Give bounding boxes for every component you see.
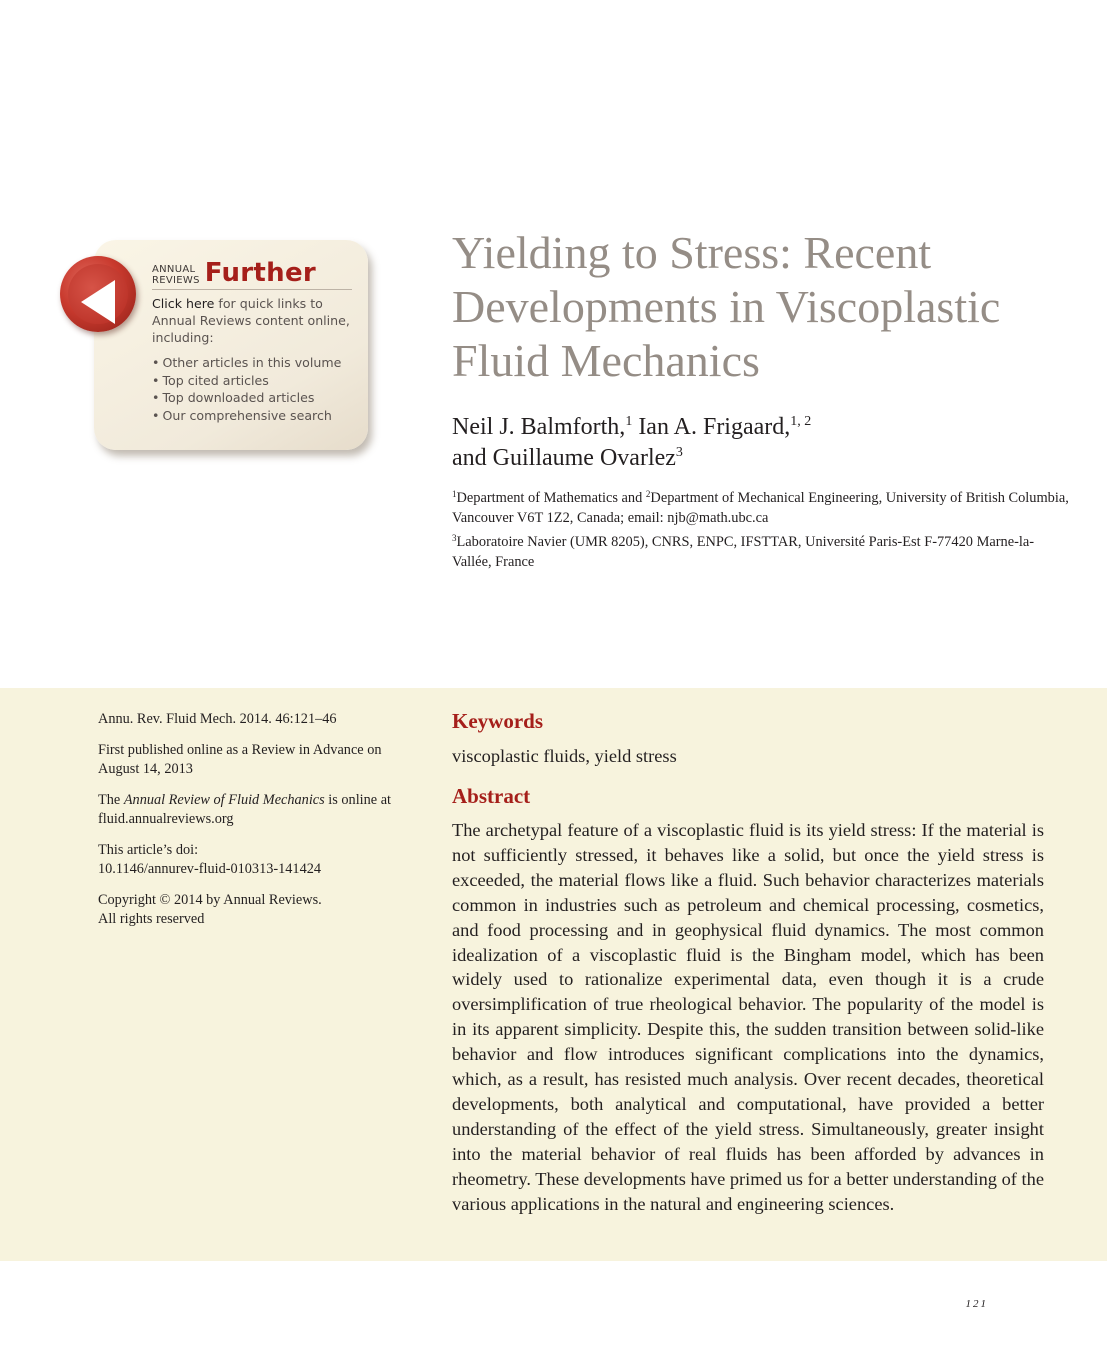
abstract-text: The archetypal feature of a viscoplastic fluid is its yield stress: If the material is not sufficiently stressed, it behaves like a solid, but once the yield stress is exceeded, the material flows like a fluid. Such behavior characterizes materials common in industries such as petroleum and chemical processing, cosmetics, and food processing and in geophysical fluid dynamics. The most common idealization of a viscoplastic fluid is the Bingham model, which has been widely used to rationalize experimental data, even though it is a crude oversimplification of true rheological behavior. The popularity of the model is in its apparent simplicity. Despite this, the sudden transition between solid-like behavior and flow introduces significant complications into the dynamics, which, as a result, has resisted much analysis. Over recent decades, theoretical developments, both analytical and computational, have provided a better understanding of the effect of the yield stress. Simultaneously, greater insight into the material behavior of real fluids has been afforded by advances in rheometry. These developments have primed us for a better understanding of the various applications in the natural and engineering sciences. (452, 820, 1044, 1214)
affiliations (452, 489, 1072, 577)
click-here-link[interactable]: Click here (152, 296, 215, 311)
author-1-sup: 1 (625, 414, 633, 429)
back-arrow-icon[interactable] (60, 256, 136, 332)
keywords: viscoplastic fluids, yield stress (452, 746, 677, 766)
badge-item-search[interactable]: • Our comprehensive search (152, 407, 352, 425)
author-1: Neil J. Balmforth, (452, 414, 626, 440)
keywords-heading: Keywords (452, 709, 543, 733)
badge-item-other-articles[interactable]: • Other articles in this volume (152, 354, 352, 372)
abstract-heading: Abstract (452, 784, 531, 808)
copyright: Copyright © 2014 by Annual Reviews. (98, 891, 322, 908)
badge-item-top-cited[interactable]: • Top cited articles (152, 372, 352, 390)
affiliation-1: $^1$Department of Mathematics and $^2$Department of Mechanical Engineering, University of British Columbia, Vancouver V6T 1Z2, Canada; email: njb@math.ubc.ca (452, 489, 1069, 526)
rights: All rights reserved (98, 911, 205, 927)
further-badge[interactable] (58, 236, 388, 466)
doi-block (98, 841, 418, 880)
page-number: 121 (965, 1298, 988, 1310)
logo-further: Further (204, 258, 317, 288)
doi-value[interactable]: 10.1146/annurev-fluid-010313-141424 (98, 861, 322, 877)
badge-list (152, 354, 352, 424)
published-note: First published online as a Review in Advance on August 14, 2013 (98, 741, 382, 777)
doi-label: This article’s doi: (98, 841, 199, 858)
journal-name: Annual Review of Fluid Mechanics (123, 791, 325, 808)
author-3-sup: 3 (675, 445, 683, 460)
article-title: Yielding to Stress: Recent Developments in Viscoplastic Fluid Mechanics (452, 227, 1001, 386)
author-2-sup: 1, 2 (790, 414, 812, 429)
author-2: Ian A. Frigaard, (632, 414, 791, 440)
authors (452, 412, 1072, 474)
logo-reviews: REVIEWS (152, 275, 200, 286)
badge-description (152, 295, 352, 346)
badge-item-top-downloaded[interactable]: • Top downloaded articles (152, 389, 352, 407)
online-note: The Annual Review of Fluid Mechanics is online at fluid.annualreviews.org (98, 791, 392, 827)
citation: Annu. Rev. Fluid Mech. 2014. 46:121–46 (98, 711, 337, 727)
author-3: and Guillaume Ovarlez (452, 445, 676, 471)
copyright-block (98, 891, 418, 930)
annual-reviews-further-logo (152, 260, 352, 290)
logo-annual: ANNUAL (152, 264, 196, 275)
article-info-sidebar (98, 710, 418, 941)
affiliation-2: $^3$Laboratoire Navier (UMR 8205), CNRS, ENPC, IFSTTAR, Université Paris-Est F-77420 Marne-la-Vallée, France (452, 533, 1035, 570)
badge-description-text: for quick links to Annual Reviews content online, including: (152, 296, 350, 345)
badge-content (152, 260, 352, 424)
